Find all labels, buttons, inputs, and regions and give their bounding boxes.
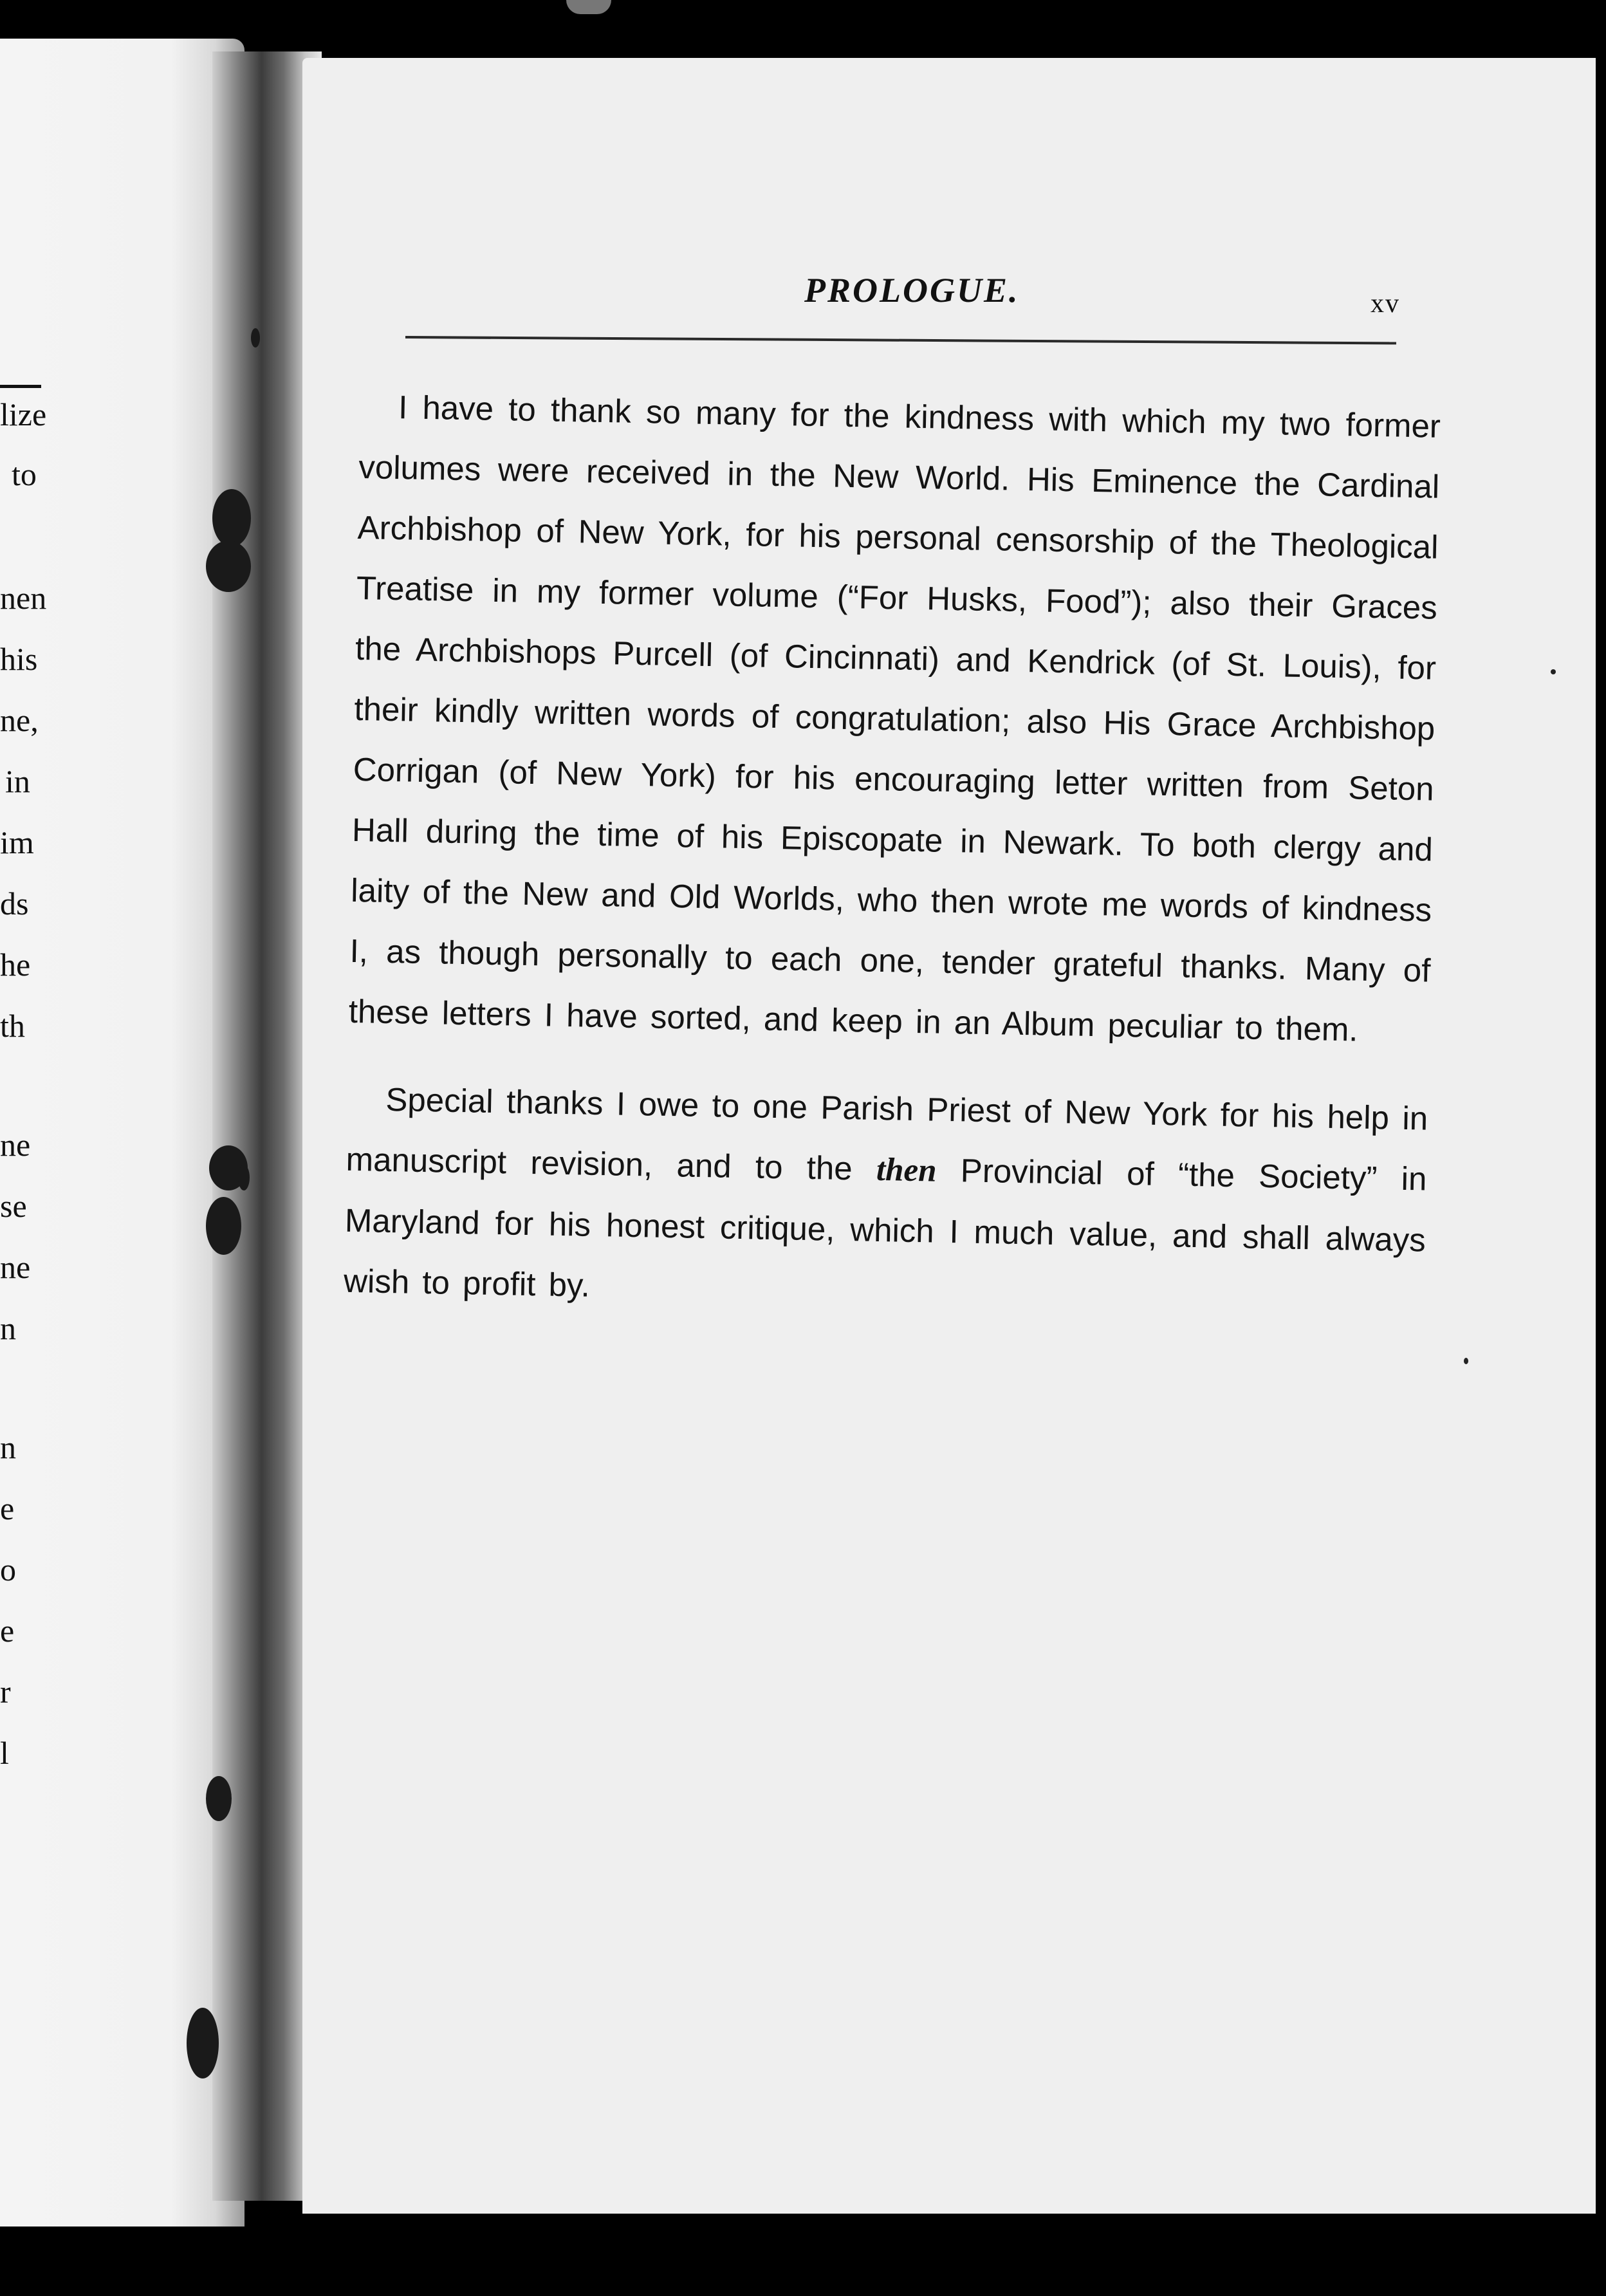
paragraph — [343, 1069, 1428, 1331]
ink-blot — [212, 489, 251, 547]
ink-speck — [1551, 669, 1556, 674]
left-page-rule — [0, 385, 41, 388]
binding-notch — [566, 0, 611, 14]
running-head — [302, 270, 1596, 322]
left-fragment: lize — [0, 396, 47, 432]
left-fragment: th — [0, 1008, 25, 1044]
left-fragment: se — [0, 1188, 27, 1224]
left-fragment: in — [5, 763, 30, 799]
left-fragment: e — [0, 1613, 15, 1649]
left-fragment: ne, — [0, 702, 39, 738]
left-fragment: his — [0, 641, 38, 677]
left-fragment: ne — [0, 1127, 31, 1163]
left-fragment: r — [0, 1674, 11, 1710]
left-fragment: ds — [0, 885, 29, 921]
left-fragment: ne — [0, 1249, 31, 1285]
left-fragment: im — [0, 824, 34, 860]
left-fragment: nen — [0, 580, 47, 616]
ink-blot — [251, 328, 260, 347]
running-title: PROLOGUE. — [804, 271, 1020, 310]
ink-blot — [206, 1197, 241, 1255]
paragraph-text: Provincial of “the Society” in Maryland for his honest critique, which I much value, and shall always wish to profit by. — [343, 1152, 1427, 1304]
emphasis-text: then — [876, 1151, 937, 1189]
ink-blot — [187, 2008, 219, 2078]
left-fragment: he — [0, 947, 31, 983]
left-fragment: l — [0, 1735, 9, 1771]
paragraph-text: I have to thank so many for the kindness with which my two former volumes were received in the New World. His Eminence the Cardinal Archbishop of New York, for his personal censorship of the Theological Treatise in my former volume (“For Husks, Food”); also their Graces the Archbishops Purcell (of Cincinnati) and Kendrick (of St. Louis), for their kindly written words of congratulation; also His Grace Archbishop Corrigan (of New York) for his encouraging letter written from Seton Hall during the time of his Episcopate in Newark. To both clergy and laity of the New and Old Worlds, who then wrote me words of kindness I, as though personally to each one, tender grateful thanks. Many of these letters I have sorted, and keep in an Album peculiar to them. — [348, 389, 1441, 1048]
paragraph-text: Special thanks I owe to one Parish Priest of New York for his help in manuscript revision, and to the — [346, 1080, 1428, 1187]
left-fragment: o — [0, 1551, 16, 1588]
ink-blot — [206, 541, 251, 592]
paragraph — [348, 376, 1441, 1062]
header-rule — [405, 336, 1396, 344]
body-text — [343, 376, 1441, 1331]
left-fragment: e — [0, 1490, 15, 1526]
ink-blot — [238, 1165, 250, 1190]
left-fragment: n — [0, 1310, 16, 1346]
left-fragment: to — [12, 456, 37, 492]
ink-speck — [1464, 1358, 1468, 1364]
left-facing-page — [0, 39, 245, 2227]
ink-blot — [206, 1776, 232, 1821]
page-number: xv — [1371, 289, 1400, 319]
left-fragment: n — [0, 1429, 16, 1465]
book-page — [302, 58, 1596, 2214]
